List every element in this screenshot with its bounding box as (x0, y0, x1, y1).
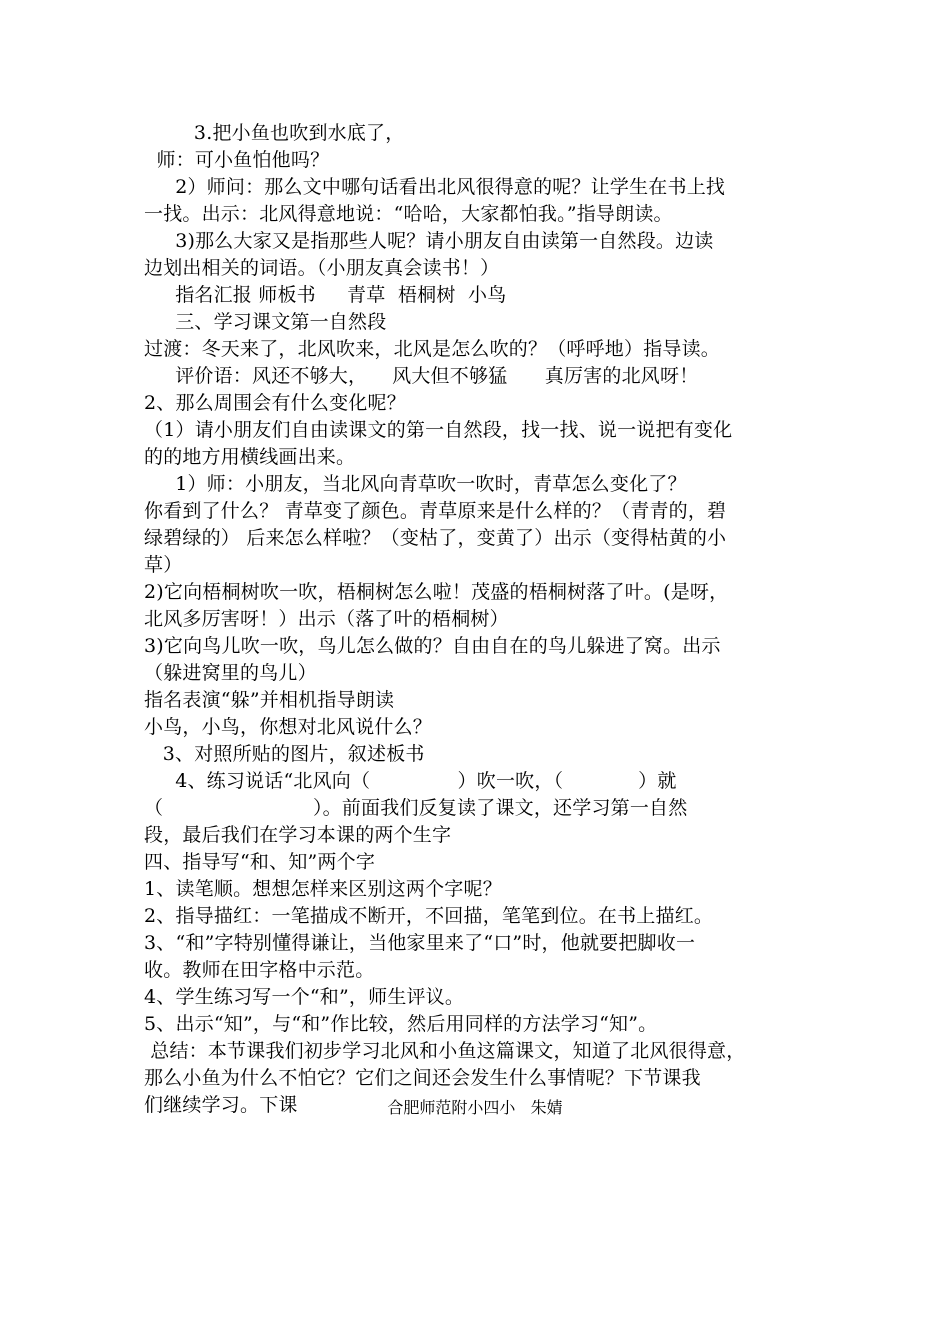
text-line: 2、那么周围会有什么变化呢？ (144, 392, 406, 414)
text-line: 4、学生练习写一个“和”，师生评议。 (144, 986, 465, 1008)
text-line: 师：可小鱼怕他吗？ (144, 149, 330, 171)
text-line: 5、出示“知”，与“和”作比较，然后用同样的方法学习“知”。 (144, 1013, 658, 1035)
text-line: 绿碧绿的） 后来怎么样啦？（变枯了，变黄了）出示（变得枯黄的小 (144, 527, 727, 549)
text-line: 2）师问：那么文中哪句话看出北风很得意的呢？让学生在书上找 (144, 176, 726, 198)
text-line: 你看到了什么？ 青草变了颜色。青草原来是什么样的？（青青的，碧 (144, 500, 727, 522)
text-line: （ ）。前面我们反复读了课文，还学习第一自然 (144, 797, 688, 819)
text-line: 3、“和”字特别懂得谦让，当他家里来了“口”时，他就要把脚收一 (144, 932, 696, 954)
text-line: 过渡：冬天来了，北风吹来，北风是怎么吹的？（呼呼地）指导读。 (144, 338, 721, 360)
section-heading: 四、指导写“和、知”两个字 (144, 851, 376, 873)
text-line: 1）师：小朋友，当北风向青草吹一吹时，青草怎么变化了？ (144, 473, 687, 495)
section-heading: 三、学习课文第一自然段 (144, 311, 387, 333)
text-line: 总结：本节课我们初步学习北风和小鱼这篇课文，知道了北风很得意， (144, 1040, 746, 1062)
text-line: 4、练习说话“北风向（ ）吹一吹，（ ）就 (144, 770, 677, 792)
text-line: （1）请小朋友们自由读课文的第一自然段，找一找、说一说把有变化 (144, 419, 733, 441)
text-line: 3、对照所贴的图片，叙述板书 (144, 743, 425, 765)
text-line: 2)它向梧桐树吹一吹，梧桐树怎么啦！茂盛的梧桐树落了叶。(是呀， (144, 581, 729, 603)
text-line: 指名表演“躲”并相机指导朗读 (144, 689, 395, 711)
text-line: 收。教师在田字格中示范。 (144, 959, 375, 981)
text-line: 3)它向鸟儿吹一吹，鸟儿怎么做的？自由自在的鸟儿躲进了窝。出示 (144, 635, 721, 657)
text-line: 们继续学习。下课 (144, 1094, 298, 1116)
text-line: 3.把小鱼也吹到水底了， (144, 122, 405, 144)
text-line: 北风多厉害呀！）出示（落了叶的梧桐树） (144, 608, 509, 630)
text-line: 3)那么大家又是指那些人呢？请小朋友自由读第一自然段。边读 (144, 230, 714, 252)
text-line: 那么小鱼为什么不怕它？它们之间还会发生什么事情呢？下节课我 (144, 1067, 701, 1089)
document-body (144, 120, 814, 1119)
text-line: 的的地方用横线画出来。 (144, 446, 356, 468)
text-line: 一找。出示：北风得意地说：“哈哈，大家都怕我。”指导朗读。 (144, 203, 673, 225)
text-line: 2、指导描红：一笔描成不断开，不回描，笔笔到位。在书上描红。 (144, 905, 714, 927)
text-line: 草） (144, 554, 183, 576)
text-line: 段，最后我们在学习本课的两个生字 (144, 824, 452, 846)
text-line: （躲进窝里的鸟儿） (144, 662, 317, 684)
text-line: 边划出相关的词语。（小朋友真会读书！） (144, 257, 500, 279)
author-footer: 合肥师范附小四小 朱婧 (387, 1098, 563, 1117)
text-line: 评价语：风还不够大， 风大但不够猛 真厉害的北风呀！ (144, 365, 699, 387)
text-line: 小鸟，小鸟，你想对北风说什么？ (144, 716, 433, 738)
text-line: 1、读笔顺。想想怎样来区别这两个字呢？ (144, 878, 502, 900)
text-line: 指名汇报 师板书 青草 梧桐树 小鸟 (144, 284, 507, 306)
